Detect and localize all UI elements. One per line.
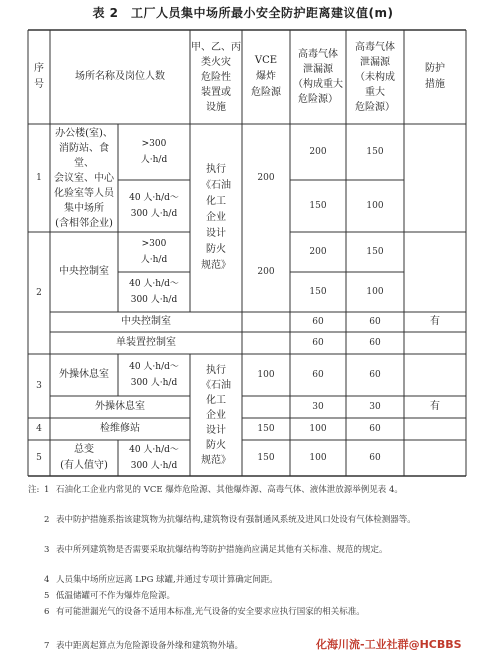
row2c-minor: 60 xyxy=(369,317,381,327)
row5-place: 总变 (有人值守) xyxy=(60,444,108,471)
row2-place: 中央控制室 xyxy=(59,266,109,277)
row3-vce: 100 xyxy=(257,370,275,380)
row2b-minor: 100 xyxy=(366,287,384,297)
row1b-major: 150 xyxy=(309,201,327,211)
header-fire: 甲、乙、丙 类火灾 危险性 装置或 设施 xyxy=(191,41,241,113)
row4-vce: 150 xyxy=(257,424,275,434)
row4-minor: 60 xyxy=(369,424,381,434)
row2c-place: 中央控制室 xyxy=(121,316,171,327)
row2d-minor: 60 xyxy=(369,338,381,348)
notes-label: 注: xyxy=(28,485,40,495)
row4-no: 4 xyxy=(36,424,42,434)
row2a-major: 200 xyxy=(309,247,327,257)
row5-vce: 150 xyxy=(257,453,275,463)
row5-people: 40 人·h/d～ 300 人·h/d xyxy=(129,445,179,471)
row1a-people: >300 人·h/d xyxy=(140,139,168,165)
header-no: 序 号 xyxy=(34,63,44,90)
row3b-major: 30 xyxy=(312,402,324,412)
row5-minor: 60 xyxy=(369,453,381,463)
row3-place: 外操休息室 xyxy=(59,369,109,380)
table-title: 表 2 工厂人员集中场所最小安全防护距离建议值(m) xyxy=(92,6,394,20)
row4-place: 检维修站 xyxy=(100,423,140,434)
row1-place: 办公楼(室)、 消防站、食堂、 会议室、中心 化验室等人员 集中场所 (含相邻企业) xyxy=(54,127,114,229)
row2a-minor: 150 xyxy=(366,247,384,257)
row2d-place: 单装置控制室 xyxy=(116,337,176,348)
row5-no: 5 xyxy=(36,453,42,463)
row4-major: 100 xyxy=(309,424,327,434)
watermark: 化海川流-工业社群@HCBBS xyxy=(316,638,462,651)
header-protect: 防护 措施 xyxy=(425,63,445,90)
row3-people: 40 人·h/d～ 300 人·h/d xyxy=(129,362,179,388)
row3b-minor: 30 xyxy=(369,402,381,412)
row2b-major: 150 xyxy=(309,287,327,297)
row1b-people: 40 人·h/d～ 300 人·h/d xyxy=(129,193,179,219)
row1a-major: 200 xyxy=(309,147,327,157)
row2a-people: >300 人·h/d xyxy=(140,239,168,265)
row5-major: 100 xyxy=(309,453,327,463)
row1-vce: 200 xyxy=(257,173,275,183)
row2d-major: 60 xyxy=(312,338,324,348)
row2-no: 2 xyxy=(36,288,42,298)
fire-rows12: 执行 《石油 化工 企业 设计 防火 规范》 xyxy=(201,164,231,271)
row2b-people: 40 人·h/d～ 300 人·h/d xyxy=(129,279,179,305)
row3-no: 3 xyxy=(36,381,42,391)
fire-rows345: 执行 《石油 化工 企业 设计 防火 规范》 xyxy=(201,364,231,466)
row1-no: 1 xyxy=(36,173,42,183)
row2-vce: 200 xyxy=(257,267,275,277)
header-toxic-minor: 高毒气体 泄漏源 （未构成 重大 危险源） xyxy=(355,41,395,113)
row1a-minor: 150 xyxy=(366,147,384,157)
row3-minor: 60 xyxy=(369,370,381,380)
row2c-protect: 有 xyxy=(430,316,440,327)
row1b-minor: 100 xyxy=(366,201,384,211)
row2c-major: 60 xyxy=(312,317,324,327)
header-vce: VCE 爆炸 危险源 xyxy=(251,55,281,98)
row3b-place: 外操休息室 xyxy=(95,401,145,412)
header-place: 场所名称及岗位人数 xyxy=(75,71,165,82)
row3-major: 60 xyxy=(312,370,324,380)
header-toxic-major: 高毒气体 泄漏源 （构成重大 危险源） xyxy=(293,49,343,105)
row3b-protect: 有 xyxy=(430,401,440,412)
